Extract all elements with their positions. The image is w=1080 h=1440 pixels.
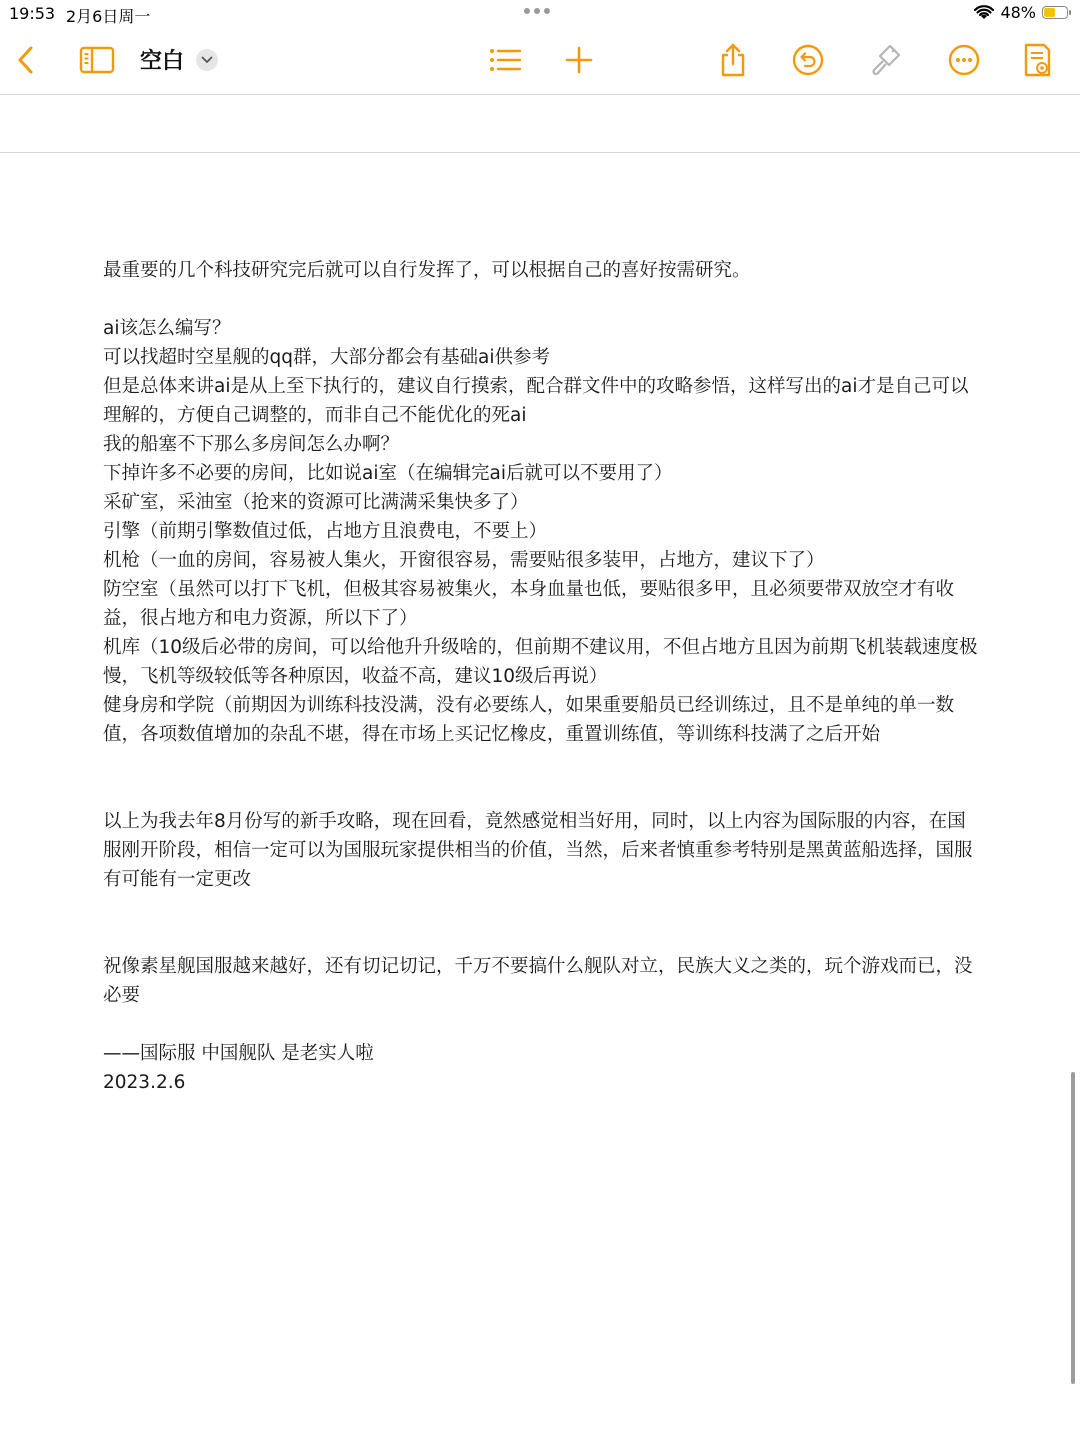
paragraph: 但是总体来讲ai是从上至下执行的，建议自行摸索，配合群文件中的攻略参悟，这样写出的ai才是自己可以理解的，方便自己调整的，而非自己不能优化的死ai [103, 376, 969, 426]
back-button[interactable] [6, 40, 46, 80]
back-chevron-icon [15, 45, 37, 75]
paragraph: 祝像素星舰国服越来越好，还有切记切记，千万不要搞什么舰队对立，民族大义之类的，玩个游戏而已，没必要 [103, 956, 973, 1006]
paragraph: 可以找超时空星舰的qq群，大部分都会有基础ai供参考 [103, 347, 550, 368]
share-icon [718, 43, 748, 77]
document-toolbar [0, 28, 1080, 95]
title-menu-button[interactable] [196, 49, 218, 71]
undo-button[interactable] [788, 40, 828, 80]
status-right [974, 3, 1068, 22]
battery-percent: 48% [1000, 3, 1036, 22]
document-title-area[interactable] [140, 44, 218, 75]
more-button[interactable] [944, 40, 984, 80]
wifi-icon [974, 5, 994, 21]
paragraph: 引擎（前期引擎数值过低，占地方且浪费电，不要上） [103, 521, 548, 542]
sidebar-icon [79, 46, 115, 74]
paragraph: 最重要的几个科技研究完后就可以自行发挥了，可以根据自己的喜好按需研究。 [103, 260, 751, 281]
document-view-icon [1022, 42, 1052, 78]
paragraph: 我的船塞不下那么多房间怎么办啊？ [103, 434, 400, 455]
format-button[interactable] [866, 40, 906, 80]
more-icon [948, 44, 980, 76]
status-date: 2月6日周一 [66, 7, 151, 26]
format-paintbrush-icon [870, 43, 902, 77]
date-line: 2023.2.6 [103, 1072, 186, 1093]
add-icon [565, 46, 593, 74]
paragraph: 机库（10级后必带的房间，可以给他升升级啥的，但前期不建议用，不但占地方且因为前期飞机装载速度极慢，飞机等级较低等各种原因，收益不高，建议10级后再说） [103, 637, 978, 687]
paragraph: 以上为我去年8月份写的新手攻略，现在回看，竟然感觉相当好用，同时，以上内容为国际服的内容，在国服刚开阶段，相信一定可以为国服玩家提供相当的价值，当然，后来者慎重参考特别是黑黄蓝船选择，国服有可能有一定更改 [103, 811, 973, 890]
battery-icon [1042, 6, 1068, 19]
multitasking-dots[interactable] [524, 8, 550, 14]
vertical-scrollbar[interactable] [1071, 1072, 1075, 1384]
paragraph: 健身房和学院（前期因为训练科技没满，没有必要练人，如果重要船员已经训练过，且不是单纯的单一数值，各项数值增加的杂乱不堪，得在市场上买记忆橡皮，重置训练值，等训练科技满了之后开始 [103, 695, 955, 745]
paragraph: 防空室（虽然可以打下飞机，但极其容易被集火，本身血量也低，要贴很多甲，且必须要带双放空才有收益，很占地方和电力资源，所以下了） [103, 579, 955, 629]
paragraph: ai该怎么编写？ [103, 318, 231, 339]
title-menu-chevron-icon [201, 56, 213, 64]
paragraph: 机枪（一血的房间，容易被人集火，开窗很容易，需要贴很多装甲，占地方，建议下了） [103, 550, 825, 571]
status-bar [0, 0, 1080, 28]
status-time: 19:53 [9, 4, 56, 23]
list-button[interactable] [485, 40, 525, 80]
sidebar-button[interactable] [77, 40, 117, 80]
paragraph: 采矿室，采油室（抢来的资源可比满满采集快多了） [103, 492, 529, 513]
share-button[interactable] [713, 40, 753, 80]
paragraph: 下掉许多不必要的房间，比如说ai室（在编辑完ai后就可以不要用了） [103, 463, 673, 484]
document-view-button[interactable] [1017, 40, 1057, 80]
document-body[interactable] [103, 256, 983, 1097]
signature-line: ——国际服 中国舰队 是老实人啦 [103, 1043, 374, 1064]
undo-icon [792, 44, 824, 76]
page-top-divider [0, 152, 1080, 153]
list-icon [488, 47, 522, 73]
add-button[interactable] [559, 40, 599, 80]
document-title[interactable]: 空白 [140, 49, 185, 74]
